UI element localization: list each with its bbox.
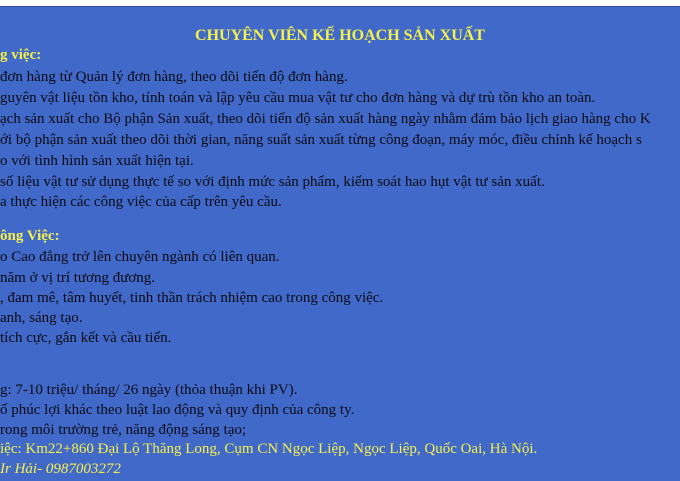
duty-line-4: ới bộ phận sản xuất theo dõi thời gian, năng suất sản xuất từng công đoạn, máy móc, điều chỉnh kế hoạch s xyxy=(0,132,642,148)
job-title: CHUYÊN VIÊN KẾ HOẠCH SẢN XUẤT xyxy=(195,27,485,44)
requirement-line-1: o Cao đẳng trở lên chuyên ngành có liên quan. xyxy=(0,249,280,265)
requirement-line-2: năm ở vị trí tương đương. xyxy=(0,270,156,286)
heading-job-description: g việc: xyxy=(0,47,42,63)
benefit-line-environment: rong môi trường trẻ, năng động sáng tạo; xyxy=(0,422,247,438)
duty-line-1: đơn hàng từ Quản lý đơn hàng, theo dõi tiến độ đơn hàng. xyxy=(0,69,348,85)
requirement-line-3: , đam mê, tâm huyết, tinh thần trách nhiệm cao trong công việc. xyxy=(0,290,384,306)
benefit-line-salary: g: 7-10 triệu/ tháng/ 26 ngày (thỏa thuận khi PV). xyxy=(0,382,298,398)
work-address: iệc: Km22+860 Đại Lộ Thăng Long, Cụm CN Ngọc Liệp, Ngọc Liệp, Quốc Oai, Hà Nội. xyxy=(0,441,538,457)
duty-line-2: guyên vật liệu tồn kho, tính toán và lập yêu cầu mua vật tư cho đơn hàng và dự trù tồn kho an toàn. xyxy=(0,90,596,106)
requirement-line-5: tích cực, gắn kết và cầu tiến. xyxy=(0,330,172,346)
requirement-line-4: anh, sáng tạo. xyxy=(0,310,83,326)
job-poster xyxy=(0,6,680,481)
duty-line-6: số liệu vật tư sử dụng thực tế so với định mức sản phẩm, kiểm soát hao hụt vật tư sản xuất. xyxy=(0,174,545,190)
duty-line-5: o với tình hình sản xuất hiện tại. xyxy=(0,153,194,169)
contact-phone: Ir Hải- 0987003272 xyxy=(0,461,121,477)
benefit-line-welfare: ố phúc lợi khác theo luật lao động và quy định của công ty. xyxy=(0,402,355,418)
heading-job-requirements: ông Việc: xyxy=(0,228,60,244)
duty-line-7: a thực hiện các công việc của cấp trên yêu cầu. xyxy=(0,194,282,210)
duty-line-3: ạch sản xuất cho Bộ phận Sản xuất, theo dõi tiến độ sản xuất hàng ngày nhằm đảm bảo lịch giao hàng cho K xyxy=(0,111,651,127)
